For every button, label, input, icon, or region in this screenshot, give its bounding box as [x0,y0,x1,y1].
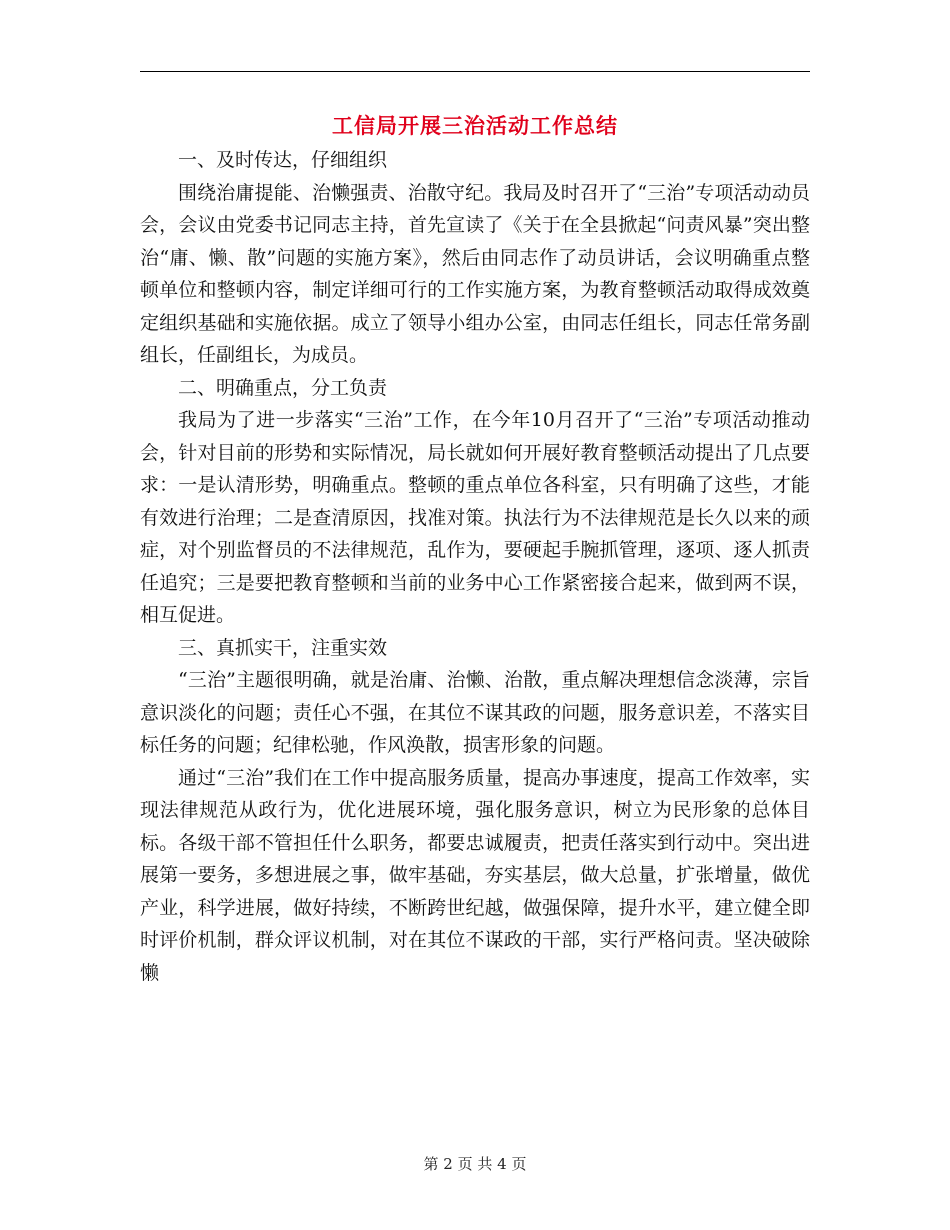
header-rule [140,71,810,72]
document-body [140,144,810,989]
paragraph-4: 通过“三治”我们在工作中提高服务质量，提高办事速度，提高工作效率，实现法律规范从政行为，优化进展环境，强化服务意识，树立为民形象的总体目标。各级干部不管担任什么职务，都要忠诚履责，把责任落实到行动中。突出进展第一要务，多想进展之事，做牢基础，夯实基层，做大总量，扩张增量，做优产业，科学进展，做好持续，不断跨世纪越，做强保障，提升水平，建立健全即时评价机制，群众评议机制，对在其位不谋政的干部，实行严格问责。坚决破除懒 [140,766,810,984]
page-number-footer: 第 2 页 共 4 页 [423,1155,527,1173]
document-title: 工信局开展三治活动工作总结 [332,113,618,138]
section-heading-2: 二、明确重点，分工负责 [178,376,388,399]
section-heading-3: 三、真抓实干，注重实效 [178,636,388,659]
paragraph-3: “三治”主题很明确，就是治庸、治懒、治散，重点解决理想信念淡薄，宗旨意识淡化的问题；责任心不强，在其位不谋其政的问题，服务意识差，不落实目标任务的问题；纪律松驰，作风涣散，损害形象的问题。 [140,669,810,756]
paragraph-1: 围绕治庸提能、治懒强责、治散守纪。我局及时召开了“三治”专项活动动员会，会议由党委书记同志主持，首先宣读了《关于在全县掀起“问责风暴”突出整治“庸、懒、散”问题的实施方案》，然后由同志作了动员讲话，会议明确重点整顿单位和整顿内容，制定详细可行的工作实施方案，为教育整顿活动取得成效奠定组织基础和实施依据。成立了领导小组办公室，由同志任组长，同志任常务副组长，任副组长，为成员。 [140,181,810,366]
section-heading-1: 一、及时传达，仔细组织 [178,149,388,171]
paragraph-2: 我局为了进一步落实“三治”工作，在今年10月召开了“三治”专项活动推动会，针对目前的形势和实际情况，局长就如何开展好教育整顿活动提出了几点要求：一是认清形势，明确重点。整顿的重点单位各科室，只有明确了这些，才能有效进行治理；二是查清原因，找准对策。执法行为不法律规范是长久以来的顽症，对个别监督员的不法律规范，乱作为，要硬起手腕抓管理，逐项、逐人抓责任追究；三是要把教育整顿和当前的业务中心工作紧密接合起来，做到两不误，相互促进。 [140,409,810,626]
